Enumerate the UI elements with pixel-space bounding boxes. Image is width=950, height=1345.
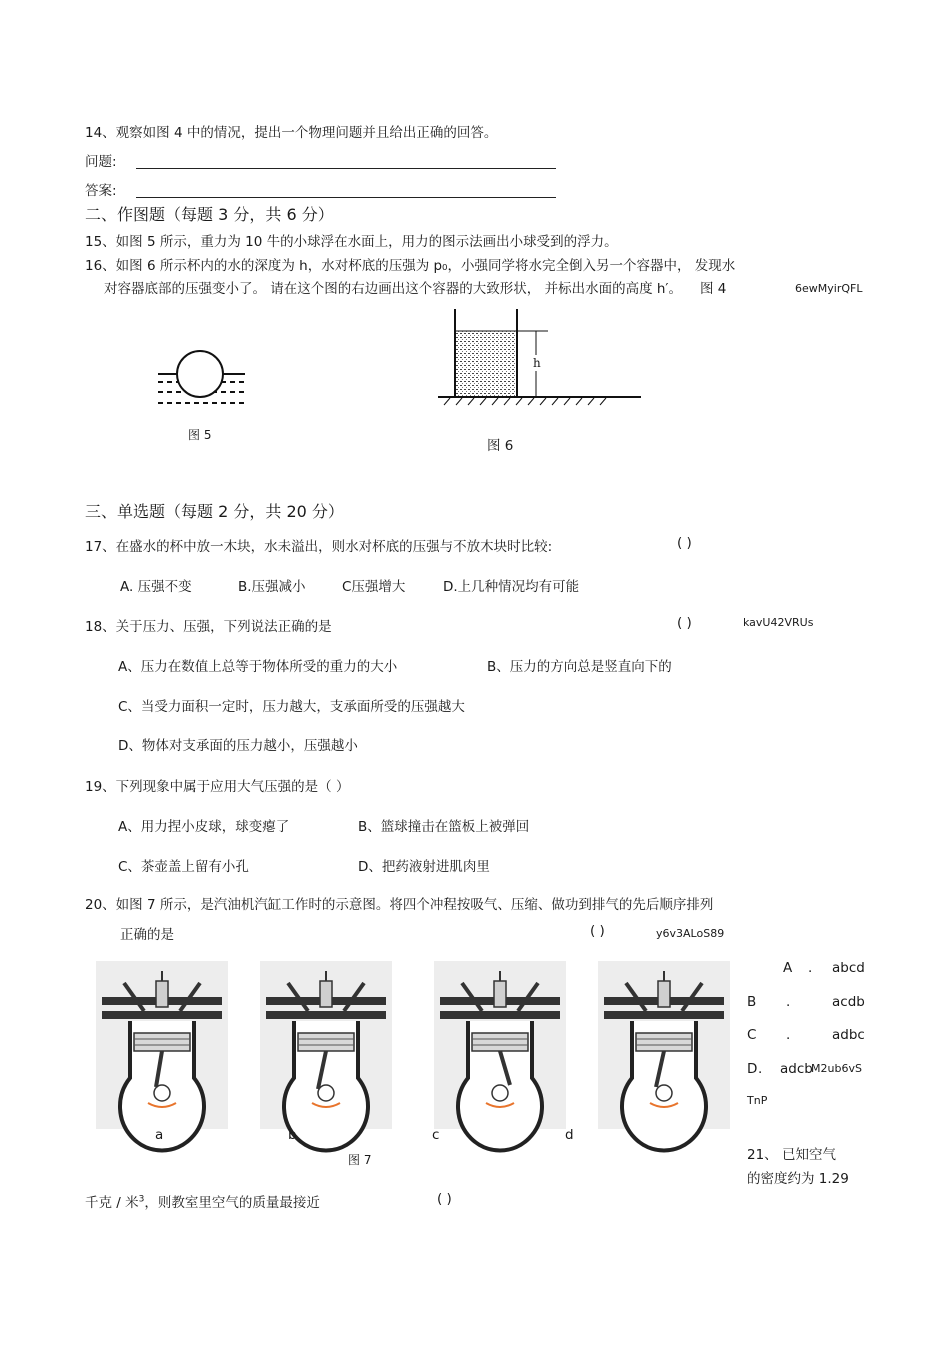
q20-code2a: M2ub6vS [811,1062,862,1075]
q14-text: 14、观察如图 4 中的情况，提出一个物理问题并且给出正确的回答。 [85,125,498,141]
q14-question-label: 问题: [85,154,117,170]
q21-side-line1: 21、 已知空气 [747,1147,836,1163]
q21-side-line2: 的密度约为 1.29 [747,1171,849,1187]
q20-option-a-dot: . [808,960,813,976]
q17-option-d: D.上几种情况均有可能 [443,579,580,595]
q21-unit: 千克 / 米 [85,1195,139,1211]
fig7-label-c: c [432,1127,440,1143]
q20-line2: 正确的是 [120,927,174,943]
q19-text: 19、下列现象中属于应用大气压强的是（ ） [85,779,350,795]
fig7-label-d: d [565,1127,574,1143]
figure-5 [150,340,250,420]
q19-option-c: C、茶壶盖上留有小孔 [118,859,249,875]
q20-line1: 20、如图 7 所示，是汽油机汽缸工作时的示意图。将四个冲程按吸气、压缩、做功到排气的先后顺序排列 [85,897,714,913]
fig5-caption: 图 5 [188,428,212,442]
q19-option-d: D、把药液射进肌肉里 [358,859,490,875]
q20-option-d-value: adcb [780,1061,813,1077]
q18-option-c: C、当受力面积一定时，压力越大，支承面所受的压强越大 [118,699,465,715]
fig7-caption: 图 7 [348,1153,372,1167]
q21-line-rest: ，则教室里空气的质量最接近 [144,1195,320,1211]
q20-option-a-letter: A [783,960,793,976]
q16-line1: 16、如图 6 所示杯内的水的深度为 h，水对杯底的压强为 p₀，小强同学将水完全倒入另一个容器中， 发现水 [85,258,736,274]
q17-option-a: A. 压强不变 [120,579,192,595]
q18-option-b: B、压力的方向总是竖直向下的 [487,659,672,675]
figure-6 [436,305,646,415]
figure-7 [96,953,736,1133]
q20-answer-paren[interactable]: ( ) [590,923,605,939]
q17-option-c: C压强增大 [342,579,406,595]
q20-option-d-letter: D [747,1061,758,1077]
q14-answer-label: 答案: [85,183,117,199]
q16-overlap-text: 图 4 [700,281,727,297]
fig6-caption: 图 6 [487,438,514,454]
q19-option-b: B、篮球撞击在篮板上被弹回 [358,819,530,835]
q14-question-blank[interactable] [136,168,556,169]
q20-option-c-dot: . [786,1027,791,1043]
q14-answer-blank[interactable] [136,197,556,198]
q20-option-b-letter: B [747,994,757,1010]
q20-option-a-value: abcd [832,960,865,976]
q17-text: 17、在盛水的杯中放一木块，水未溢出，则水对杯底的压强与不放木块时比较: [85,539,553,555]
q16-code: 6ewMyirQFL [795,282,863,295]
q20-option-c-letter: C [747,1027,757,1043]
q20-option-c-value: adbc [832,1027,865,1043]
q18-option-d: D、物体对支承面的压力越小，压强越小 [118,738,358,754]
q17-answer-paren[interactable]: ( ) [677,535,692,551]
q20-option-b-dot: . [786,994,791,1010]
fig6-h-label: h [533,356,541,370]
q20-code2b: TnP [747,1094,768,1107]
q18-answer-paren[interactable]: ( ) [677,615,692,631]
section3-title: 三、单选题（每题 2 分，共 20 分） [85,502,344,521]
section2-title: 二、作图题（每题 3 分，共 6 分） [85,205,334,224]
q20-option-d-dot: . [758,1061,763,1077]
fig7-label-a: a [155,1127,164,1143]
q15-text: 15、如图 5 所示，重力为 10 牛的小球浮在水面上，用力的图示法画出小球受到的浮力。 [85,234,618,250]
q18-code: kavU42VRUs [743,616,814,629]
q21-line [85,1191,320,1211]
q19-option-a: A、用力捏小皮球，球变瘪了 [118,819,290,835]
fig7-label-b: b [288,1127,297,1143]
q20-option-b-value: acdb [832,994,865,1010]
q18-option-a: A、压力在数值上总等于物体所受的重力的大小 [118,659,398,675]
q18-text: 18、关于压力、压强，下列说法正确的是 [85,619,332,635]
q17-option-b: B.压强减小 [238,579,306,595]
q20-code: y6v3ALoS89 [656,927,725,940]
q21-answer-paren[interactable]: ( ) [437,1191,452,1207]
q21-unit-sup: 3 [138,1194,145,1205]
q16-line2: 对容器底部的压强变小了。 请在这个图的右边画出这个容器的大致形状， 并标出水面的高度 h′。 [104,281,682,297]
